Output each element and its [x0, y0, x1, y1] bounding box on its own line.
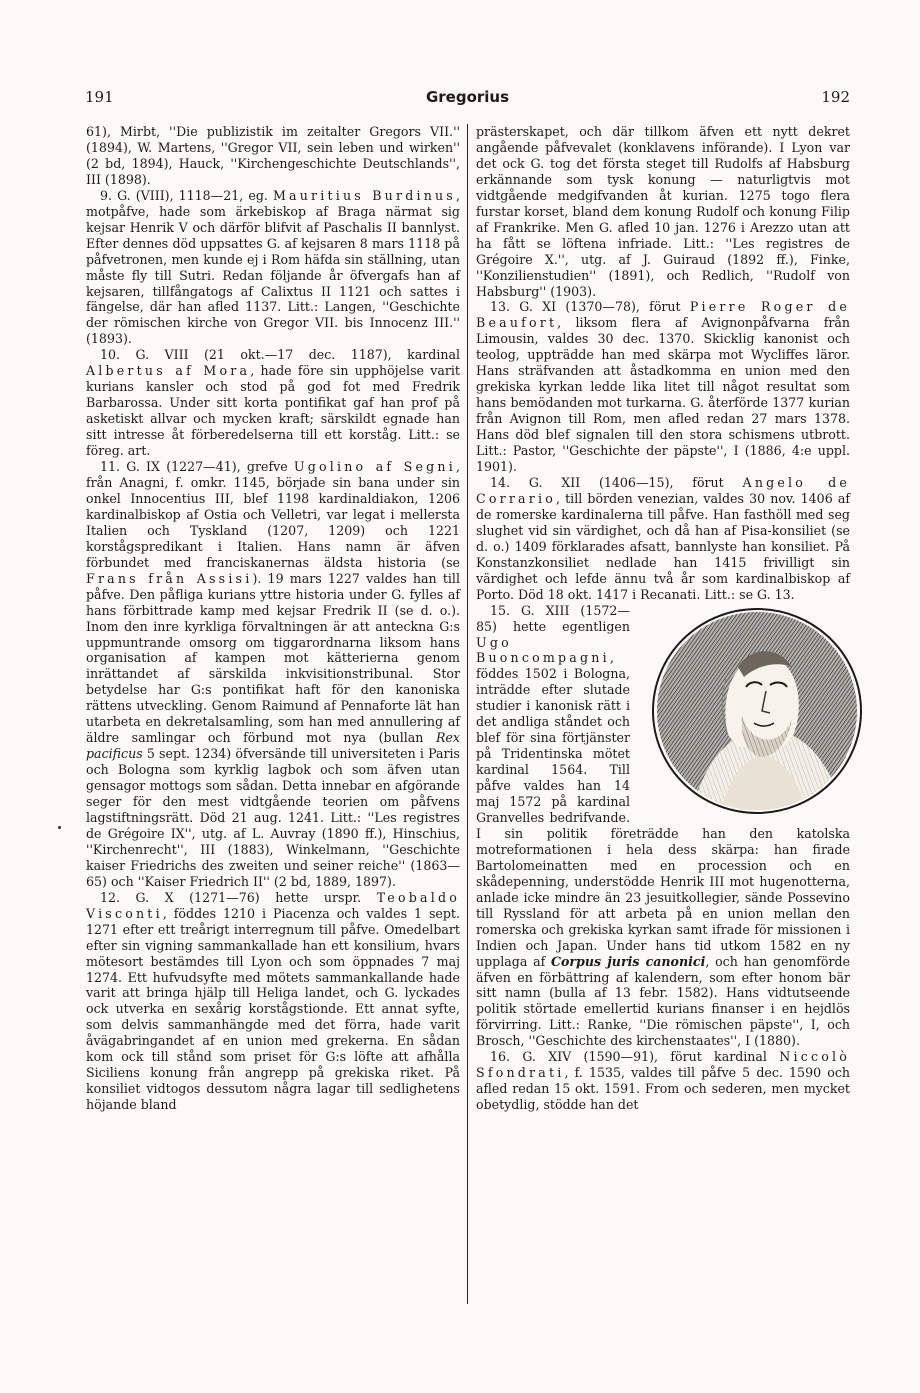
article-entry: [86, 347, 460, 459]
running-header: [85, 88, 850, 112]
text-run: , från Anagni, f. omkr. 1145, började sin bana under sin onkel Innocentius III, blef 1198 kardinaldiakon, 1206 kardinalbiskop af Ostia och Velletri, var legat i mellersta Italien och Tyskland (1207, 1209) och 1221 korstågspredikant i Italien. Hans namn är äfven förbundet med franciskanernas äldsta historia (se: [86, 459, 460, 570]
text-run: 14. G. XII (1406—15), förut: [490, 474, 743, 490]
spaced-name: Niccolò Sfondrati: [476, 1049, 850, 1081]
text-run: , liksom flera af Avignonpåfvarna från Limousin, valdes 30 dec. 1370. Skicklig kanonist och teolog, uppträdde han med skärpa mot Wycliffes läror. Hans sträfvanden att åstadkomma en union med den grekiska kyrkan ledde lika litet till något resultat som hans bemödanden mot turkarna. G. återförde 1377 kurian från Avignon till Rom, men afled redan 27 mars 1378. Hans död blef signalen till den stora schismens utbrott. Litt.: Pastor, ''Geschichte der päpste'', I (1886, 4:e uppl. 1901).: [476, 315, 850, 475]
article-continuation: [86, 124, 460, 188]
article-entry: [86, 459, 460, 890]
running-title: Gregorius: [425, 88, 510, 106]
text-run: , motpåfve, hade som ärkebiskop af Braga närmat sig kejsar Henrik V och därför blifvit af Paschalis II bannlyst. Efter dennes död uppsattes G. af kejsaren 8 mars 1118 på påfvetronen, men kunde ej i Rom häfda sin ställning, utan måste fly till Sutri. Redan följande år öfvergafs han af kejsaren, tillfångatogs af Calixtus II 1121 och sattes i fängelse, där han afled 1137. Litt.: Langen, ''Geschichte der römischen kirche von Gregor VII. bis Innocenz III.'' (1893).: [86, 187, 460, 347]
text-run: 5 sept. 1234) öfversände till universiteten i Paris och Bologna som kyrklig lagbok och som äfven utan gensagor mottogs som sådan. Detta innebar en afgörande seger för den mest vidtgående teorien om påfvens lagstiftningsrätt. Död 21 aug. 1241. Litt.: ''Les registres de Grégoire IX'', utg. af L. Auvray (1890 ff.), Hinschius, ''Kirchenrecht'', III (1883), Winkelmann, ''Geschichte kaiser Friedrichs des zweiten und seiner reiche'' (1863—65) och ''Kaiser Friedrich II'' (2 bd, 1889, 1897).: [86, 746, 460, 889]
spaced-name: Teobaldo Visconti: [86, 889, 460, 921]
article-entry: [86, 890, 460, 1113]
text-run: 9. G. (VIII), 1118—21, eg.: [100, 187, 273, 203]
text-run: 16. G. XIV (1590—91), förut kardinal: [490, 1049, 780, 1065]
article-continuation: [476, 124, 850, 299]
spaced-name: Frans från Assisi: [86, 570, 253, 586]
column-divider: [467, 124, 468, 1304]
italic-title: Rex pacificus: [86, 730, 460, 762]
text-run: 12. G. X (1271—76) hette urspr.: [100, 889, 377, 905]
portrait-image: [650, 607, 864, 815]
spaced-name: Pierre Roger de Beaufort: [476, 299, 850, 331]
spaced-name: Albertus af Mora: [86, 363, 251, 379]
text-run: , hade före sin upphöjelse varit kurians kansler och stod på god fot med Fredrik Barbarossa. Under sitt korta pontifikat gaf han prof på asketiskt allvar och mycken kraft; särskildt egnade han sitt intresse åt förberedelserna till ett korståg. Litt.: se föreg. art.: [86, 363, 460, 459]
text-run: 13. G. XI (1370—78), förut: [490, 299, 690, 315]
margin-speck: [58, 826, 61, 829]
text-run: 10. G. VIII (21 okt.—17 dec. 1187), kardinal: [100, 347, 460, 363]
article-entry: [476, 299, 850, 474]
article-entry: [476, 1049, 850, 1113]
spaced-name: Ugolino af Segni: [293, 459, 456, 475]
article-entry: [476, 603, 850, 1050]
spaced-name: Mauritius Burdinus: [272, 187, 456, 203]
text-run: , och han genomförde äfven en förbättring af kalendern, som efter honom bär sitt namn (bulla af 13 febr. 1582). Hans vidtutseende politik störtade emellertid kurians finanser i en hejdlös förvirring. Litt.: Ranke, ''Die römischen päpste'', I, och Brosch, ''Geschichte des kirchenstaates'', I (1880).: [476, 953, 850, 1049]
text-run: , till börden venezian, valdes 30 nov. 1406 af de romerske kardinalerna till påfve. Han fasthöll med seg slughet vid sin värdighet, och då han af Pisa-konsiliet (se d. o.) 1409 förklarades afsatt, bannlyste han konsiliet. På Konstanzkonsiliet nedlade han 1415 frivilligt sin värdighet och lefde ännu två år som kardinalbiskop af Porto. Död 18 okt. 1417 i Recanati. Litt.: se G. 13.: [476, 490, 850, 602]
text-run: 61), Mirbt, ''Die publizistik im zeitalter Gregors VII.'' (1894), W. Martens, ''Gregor VII, sein leben und wirken'' (2 bd, 1894), Hauck, ''Kirchengeschichte Deutschlands'', III (1898).: [86, 124, 460, 187]
text-run: prästerskapet, och där tillkom äfven ett nytt dekret angående påfvevalet (konklavens införande). I Lyon var det ock G. tog det första steget till Rudolfs af Habsburg erkännande som tysk konung — naturligtvis mot vidtgående medgifvanden åt kurian. 1275 togo flera furstar korset, bland dem konung Rudolf och konung Filip af Frankrike. Men G. afled 10 jan. 1276 i Arezzo utan att ha fått se löftena infriade. Litt.: ''Les registres de Grégoire X.'', utg. af J. Guiraud (1892 ff.), Finke, ''Konzilienstudien'' (1891), och Redlich, ''Rudolf von Habsburg'' (1903).: [476, 124, 850, 299]
text-run: ). 19 mars 1227 valdes han till påfve. Den påfliga kurians yttre historia under G. fylles af hans förbittrade kamp med kejsar Fredrik II (se d. o.). Inom den inre kyrkliga förvaltningen är att anteckna G:s uppmuntrande omsorg om tiggarordnarna liksom hans organisation af kampen mot kätterierna genom inrättandet af särskilda inkvisitionstribunal. Stor betydelse har G:s pontifikat haft för den kanoniska rättens utveckling. Genom Raimund af Pennaforte lät han utarbeta en dekretalsamling, som han med annullering af äldre samlingar och förbund mot nya (bullan: [86, 570, 460, 746]
text-run: , föddes 1210 i Piacenza och valdes 1 sept. 1271 efter ett treårigt interregnum till påfve. Omedelbart efter sin vigning sammankallade han ett konsilium, hvars mötesort bestämdes till Lyon och som öppnades 7 maj 1274. Ett hufvudsyfte med mötets sammankallande hade varit att bringa hjälp till Heliga landet, och G. lyckades ock utverka en sexårig korstågstionde. Ett annat syfte, som delvis sammanhängde med det förra, hade varit åvägabringandet af en union med grekerna. En sådan kom ock till stånd som priset för G:s löfte att afhålla Siciliens konung från angrepp på grekiska riket. På konsiliet vidtogos dessutom några lagar till sedlighetens höjande bland: [86, 905, 460, 1113]
portrait-engraving: [636, 607, 850, 815]
page-number-left: 191: [85, 88, 114, 106]
article-entry: [476, 475, 850, 603]
left-column: [86, 124, 460, 1113]
text-run: 11. G. IX (1227—41), grefve: [100, 459, 294, 475]
bold-italic-title: Corpus juris canonici: [551, 953, 706, 969]
spaced-name: Ugo Buoncompagni: [476, 634, 610, 666]
spaced-name: Angelo de Corrario: [476, 474, 850, 506]
text-run: 15. G. XIII (1572—85) hette egentligen: [476, 602, 630, 634]
text-run: , föddes 1502 i Bologna, inträdde efter slutade studier i kanonisk rätt i det andliga ståndet och blef för sina förtjänster på Tridentinska mötet kardinal 1564. Till påfve valdes han 14 maj 1572 på kardinal Granvelles bedrifvande. I sin politik företrädde han den katolska motreformationen i hela dess skärpa: han firade Bartolomeinatten med en procession och en skådepenning, understödde Henrik III mot hugenotterna, anlade icke mindre än 23 jesuitkollegier, sände Possevino till Ryssland för att arbeta på en union mellan den romerska och grekiska kyrkan samt ifrade för missionen i Indien och Japan. Under hans tid utkom 1582 en ny upplaga af: [476, 650, 850, 969]
article-entry: [86, 188, 460, 348]
page-number-right: 192: [821, 88, 850, 106]
text-run: , f. 1535, valdes till påfve 5 dec. 1590 och afled redan 15 okt. 1591. From och sederen, men mycket obetydlig, stödde han det: [476, 1065, 850, 1113]
right-column: [476, 124, 850, 1113]
